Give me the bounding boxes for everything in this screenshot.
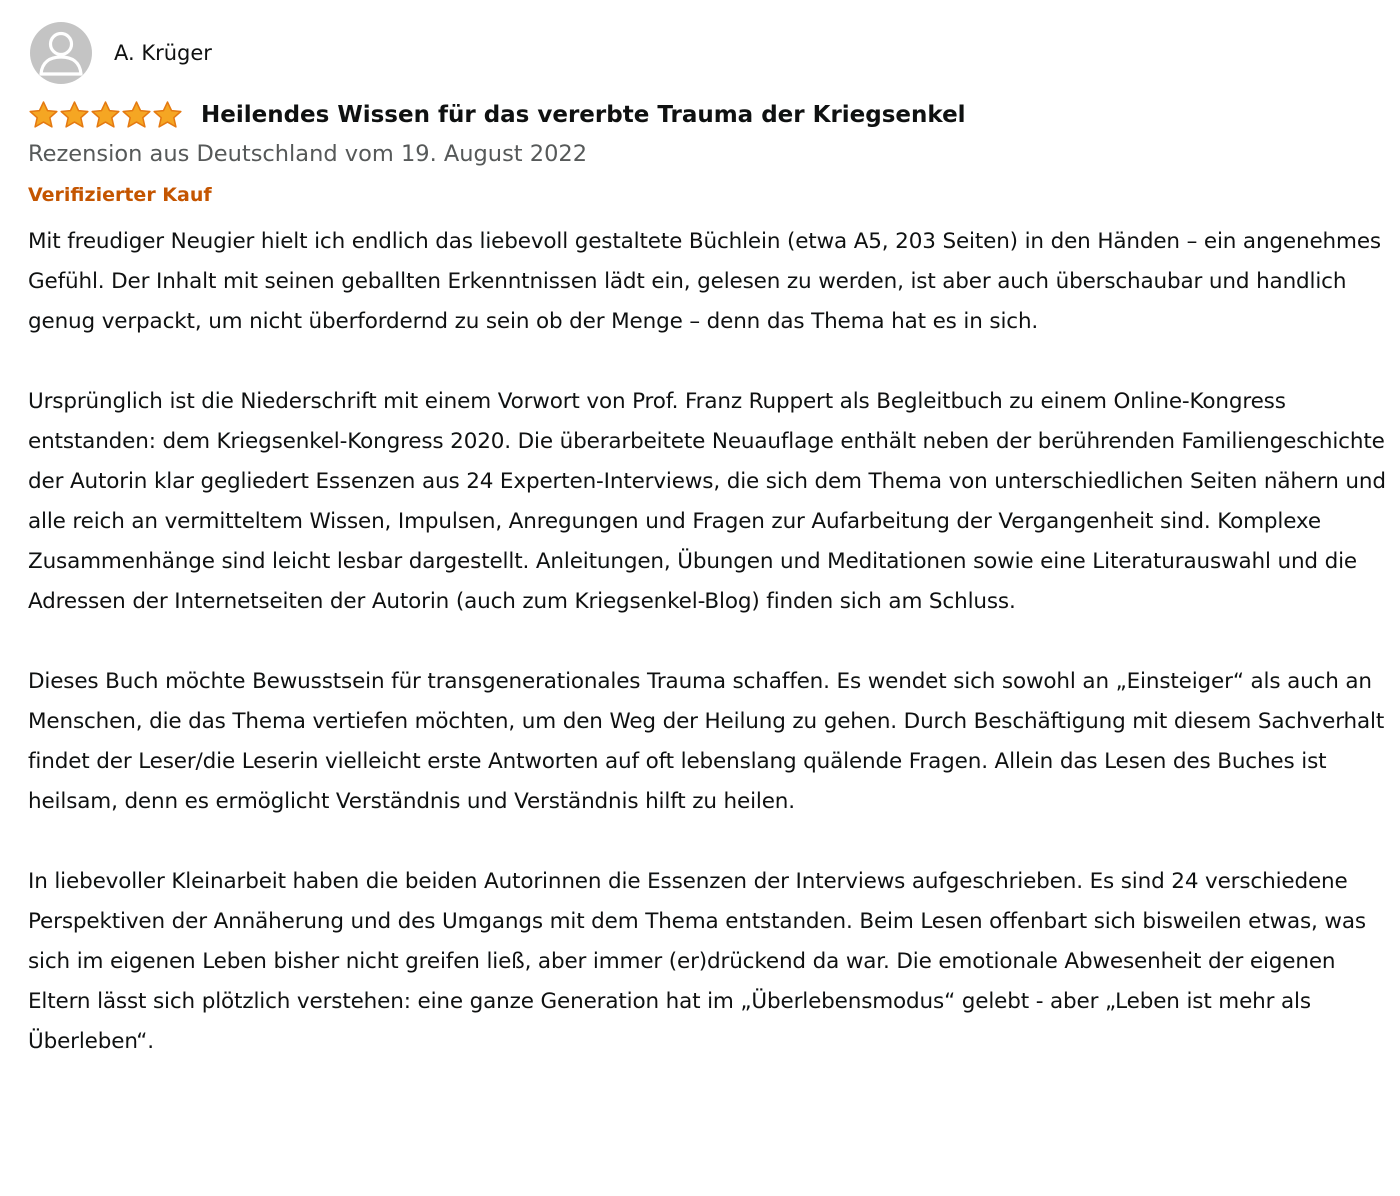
review-paragraph: Dieses Buch möchte Bewusstsein für transgenerationales Trauma schaffen. Es wendet sich sowohl an „Einsteiger“ als auch an Menschen, die das Thema vertiefen möchten, um den Weg der Heilung zu gehen. Durch Beschäftigung mit diesem Sachverhalt findet der Leser/die Leserin vielleicht erste Antworten auf oft lebenslang quälende Fragen. Allein das Lesen des Buches ist heilsam, denn es ermöglicht Verständnis und Verständnis hilft zu heilen. [28,669,1385,814]
star-icon [90,100,121,131]
star-icon [28,100,59,131]
review-paragraph: Ursprünglich ist die Niederschrift mit einem Vorwort von Prof. Franz Ruppert als Begleitbuch zu einem Online-Kongress entstanden: dem Kriegsenkel-Kongress 2020. Die überarbeitete Neuauflage enthält neben der berührenden Familiengeschichte der Autorin klar gegliedert Essenzen aus 24 Experten-Interviews, die sich dem Thema von unterschiedlichen Seiten nähern und alle reich an vermitteltem Wissen, Impulsen, Anregungen und Fragen zur Aufarbeitung der Vergangenheit sind. Komplexe Zusammenhänge sind leicht lesbar dargestellt. Anleitungen, Übungen und Meditationen sowie eine Literaturauswahl und die Adressen der Internetseiten der Autorin (auch zum Kriegsenkel-Blog) finden sich am Schluss. [28,389,1386,614]
review-paragraph: Mit freudiger Neugier hielt ich endlich das liebevoll gestaltete Büchlein (etwa A5, 203 Seiten) in den Händen – ein angenehmes Gefühl. Der Inhalt mit seinen geballten Erkenntnissen lädt ein, gelesen zu werden, ist aber auch überschaubar und handlich genug verpackt, um nicht überfordernd zu sein ob der Menge – denn das Thema hat es in sich. [28,229,1381,334]
star-rating[interactable] [28,100,183,131]
reviewer-name[interactable]: A. Krüger [114,41,212,65]
star-icon [121,100,152,131]
avatar[interactable] [30,22,92,84]
review-title-row [28,96,966,134]
review-body [28,222,1392,1062]
star-icon [59,100,90,131]
review-title[interactable]: Heilendes Wissen für das vererbte Trauma der Kriegsenkel [201,102,966,128]
verified-purchase-badge: Verifizierter Kauf [28,184,212,206]
review-date: Rezension aus Deutschland vom 19. August 2022 [28,141,588,167]
reviewer-profile[interactable] [30,22,212,84]
review-paragraph: In liebevoller Kleinarbeit haben die beiden Autorinnen die Essenzen der Interviews aufgeschrieben. Es sind 24 verschiedene Perspektiven der Annäherung und des Umgangs mit dem Thema entstanden. Beim Lesen offenbart sich bisweilen etwas, was sich im eigenen Leben bisher nicht greifen ließ, aber immer (er)drückend da war. Die emotionale Abwesenheit der eigenen Eltern lässt sich plötzlich verstehen: eine ganze Generation hat im „Überlebensmodus“ gelebt - aber „Leben ist mehr als Überleben“. [28,869,1366,1054]
star-icon [152,100,183,131]
user-silhouette-icon [30,22,92,84]
